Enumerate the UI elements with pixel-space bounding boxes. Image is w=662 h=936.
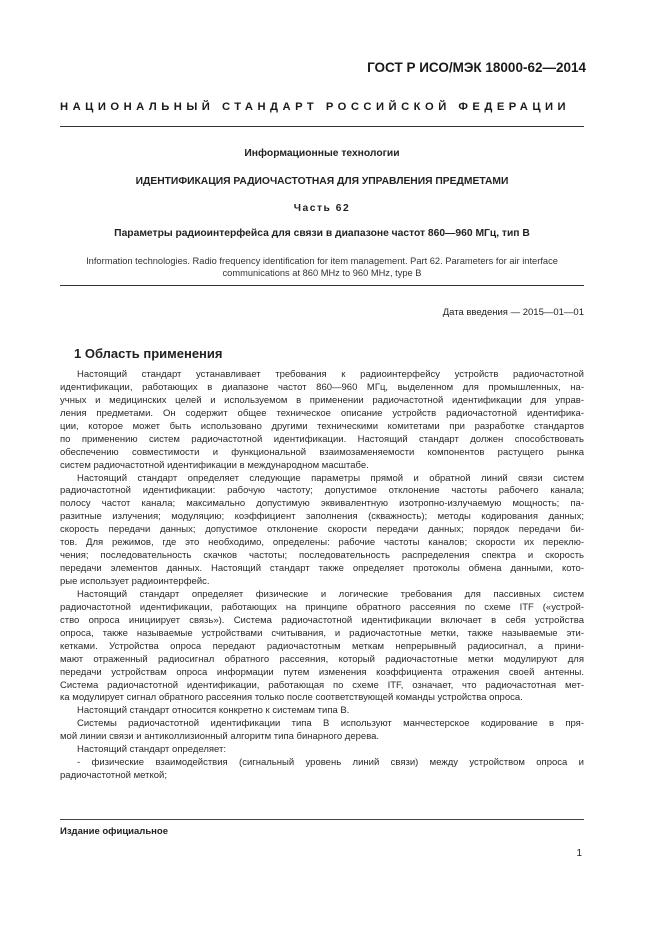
english-title [60,255,584,279]
official-edition-label: Издание официальное [60,826,168,837]
text-line: разитные излучения; модуляцию; коэффициент заполнения (скважность); методы кодирования данных; [60,511,584,523]
text-line: обеспечению совместимости и функциональной взаимозаменяемости компонентов растущего рынка [60,446,584,458]
text-line: Системы радиочастотной идентификации типа В используют манчестерское кодирование в пря- [77,718,584,730]
text-line: Система радиочастотной идентификации, работающая по схеме ITF, означает, что радиочастотная мет- [60,679,584,691]
text-line: передачи устройствам опроса информации путем изменения коэффициента отражения своей антенны. [60,666,584,678]
document-part: Часть 62 [293,203,351,214]
text-line: опроса, также называемые устройствами считывания, и радиочастотные метки, также называемые эти- [60,627,584,639]
text-line: мой линии связи и антиколлизионный алгоритм типа бинарного дерева. [60,731,380,743]
text-line: Настоящий стандарт определяет следующие параметры прямой и обратной линий связи систем [77,472,584,484]
text-line: учных и медицинских целей и используемом в применении радиочастотной идентификации для управ- [60,394,584,406]
footer-divider [60,819,584,820]
text-line: тов. Для режимов, где это необходимо, определены: рабочие частоты каналов; скорости их переклю- [60,537,584,549]
section-body [60,369,584,783]
text-line: передачи элементов данных. Настоящий стандарт также определяет протоколы обмена данными, кото- [60,563,584,575]
text-line: ка модулирует сигнал обратного рассеяния только после соответствующей команды устройства опроса. [60,692,523,704]
page-number: 1 [576,848,582,859]
text-line: систем радиочастотной идентификации в международном масштабе. [60,459,369,471]
text-line: кетками. Устройства опроса передают радиочастотным меткам непрерывный радиосигнал, а прини- [60,640,584,652]
text-line: радиочастотной идентификации: рабочую частоту; допустимое отклонение частоты рабочего канала; [60,485,584,497]
text-line: мают отраженный радиосигнал обратного рассеяния, который радиочастотные метки модулируют для [60,653,584,665]
text-line: - физические взаимодействия (сигнальный уровень линий связи) между устройством опроса и [77,757,584,769]
text-line: по применению систем радиочастотной идентификации. Настоящий стандарт должен способствовать [60,433,584,445]
national-standard-heading: НАЦИОНАЛЬНЫЙ СТАНДАРТ РОССИЙСКОЙ ФЕДЕРАЦИИ [60,101,571,113]
text-line: радиочастотной идентификации, работающих на принципе обратного рассеяния по схеме ITF («устрой- [60,601,584,613]
section-heading: 1 Область применения [74,346,223,361]
text-line: чения; последовательность скачков частоты; последовательность распределения спектра и скорость [60,550,584,562]
document-title: ИДЕНТИФИКАЦИЯ РАДИОЧАСТОТНАЯ ДЛЯ УПРАВЛЕНИЯ ПРЕДМЕТАМИ [135,176,509,187]
text-line: скорость передачи данных; допустимое отклонение скорости передачи данных; порядок передачи би- [60,524,584,536]
text-line: Настоящий стандарт определяет: [77,744,226,756]
text-line: ство опроса инициирует связь»). Система радиочастотной идентификации включает в себя устройства [60,614,584,626]
english-title-line: Information technologies. Radio frequency identification for item management. Part 62. Parameters for air interface [86,256,558,266]
text-line: ции, которое может быть использовано другими техническими комитетами при разработке стандартов [60,420,584,432]
text-line: Настоящий стандарт устанавливает требования к радиоинтерфейсу устройств радиочастотной [77,369,584,380]
text-line: Настоящий стандарт определяет физические и логические требования для пассивных систем [77,588,584,600]
document-subtitle: Информационные технологии [244,148,400,159]
introduction-date: Дата введения — 2015—01—01 [442,307,584,318]
standard-number: ГОСТ Р ИСО/МЭК 18000-62—2014 [367,60,586,75]
english-title-line: communications at 860 MHz to 960 MHz, type B [222,268,422,278]
text-line: идентификации, работающих в диапазоне частот 860—960 МГц, выделенном для промышленных, на- [60,381,584,393]
text-line: полосу частот канала; максимально допустимую эквивалентную изотропно-излучаемую мощность; па- [60,498,584,510]
text-line: Настоящий стандарт относится конкретно к системам типа В. [77,705,350,717]
document-part-title: Параметры радиоинтерфейса для связи в диапазоне частот 860—960 МГц, тип В [114,228,530,239]
header-divider [60,126,584,127]
title-divider [60,285,584,286]
text-line: радиочастотной меткой; [60,770,167,782]
text-line: ления предметами. Он содержит общее техническое описание устройств радиочастотной идентифика- [60,407,584,419]
text-line: рые использует радиоинтерфейс. [60,576,210,587]
